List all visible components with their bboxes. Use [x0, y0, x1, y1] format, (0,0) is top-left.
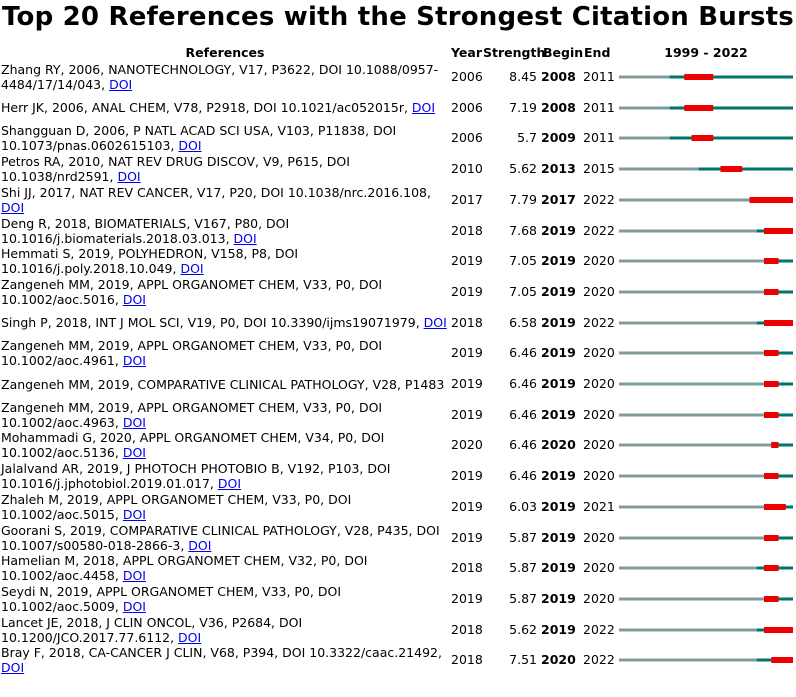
burst-bar	[764, 381, 779, 387]
reference-text: Goorani S, 2019, COMPARATIVE CLINICAL PATHOLOGY, V28, P435, DOI 10.1007/s00580-018-2866-3,	[1, 522, 440, 553]
reference-text: Zangeneh MM, 2019, APPL ORGANOMET CHEM, V33, P0, DOI 10.1002/aoc.4961,	[1, 338, 383, 369]
reference-text-block	[1, 100, 435, 115]
begin-cell: 2019	[541, 621, 576, 637]
table-row	[0, 430, 796, 460]
strength-cell: 5.87	[509, 590, 537, 606]
reference-cell	[1, 553, 448, 583]
table-row	[0, 645, 796, 675]
doi-link[interactable]: DOI	[178, 629, 202, 645]
burst-timeline	[618, 246, 794, 276]
begin-cell: 2008	[541, 99, 576, 115]
burst-timeline	[618, 216, 794, 246]
burst-timeline	[618, 615, 794, 645]
reference-text: Zangeneh MM, 2019, COMPARATIVE CLINICAL PATHOLOGY, V28, P1483	[1, 376, 445, 392]
reference-text-block	[1, 123, 448, 153]
end-cell: 2020	[583, 437, 615, 453]
reference-text: Deng R, 2018, BIOMATERIALS, V167, P80, DOI 10.1016/j.biomaterials.2018.03.013,	[1, 215, 290, 246]
table-row	[0, 246, 796, 276]
doi-link[interactable]: DOI	[122, 568, 146, 584]
end-cell: 2020	[583, 345, 615, 361]
burst-timeline	[618, 62, 794, 92]
begin-cell: 2019	[541, 590, 576, 606]
table-row	[0, 523, 796, 553]
header-strength: Strength	[483, 45, 546, 60]
end-cell: 2020	[583, 560, 615, 576]
year-cell: 2020	[451, 437, 483, 453]
year-cell: 2018	[451, 222, 483, 238]
reference-text: Zhang RY, 2006, NANOTECHNOLOGY, V17, P3622, DOI 10.1088/0957-4484/17/14/043,	[1, 62, 439, 92]
burst-timeline	[618, 553, 794, 583]
reference-text-block	[1, 154, 448, 184]
burst-bar	[764, 473, 779, 479]
strength-cell: 7.05	[509, 253, 537, 269]
strength-cell: 5.62	[509, 621, 537, 637]
year-cell: 2019	[451, 253, 483, 269]
strength-cell: 7.79	[509, 191, 537, 207]
reference-text: Singh P, 2018, INT J MOL SCI, V19, P0, DOI 10.3390/ijms19071979,	[1, 315, 424, 331]
strength-cell: 8.45	[509, 69, 537, 84]
year-cell: 2006	[451, 130, 483, 146]
timeline-baseline	[619, 444, 793, 447]
burst-bar	[764, 627, 793, 633]
reference-cell	[1, 523, 448, 553]
doi-link[interactable]: DOI	[117, 169, 141, 185]
reference-text-block	[1, 615, 448, 645]
reference-text-block	[1, 216, 448, 246]
strength-cell: 6.46	[509, 437, 537, 453]
burst-timeline	[618, 185, 794, 215]
year-cell: 2019	[451, 590, 483, 606]
end-cell: 2020	[583, 590, 615, 606]
end-cell: 2022	[583, 222, 615, 238]
reference-text: Zangeneh MM, 2019, APPL ORGANOMET CHEM, V33, P0, DOI 10.1002/aoc.4963,	[1, 399, 383, 430]
reference-cell	[1, 645, 448, 675]
reference-cell	[1, 461, 448, 491]
table-row	[0, 154, 796, 184]
burst-timeline	[618, 584, 794, 614]
year-cell: 2019	[451, 406, 483, 422]
doi-link[interactable]: DOI	[178, 138, 202, 154]
end-cell: 2020	[583, 283, 615, 299]
doi-link[interactable]: DOI	[411, 100, 436, 116]
burst-timeline	[618, 277, 794, 307]
reference-text-block	[1, 377, 444, 392]
reference-text: Herr JK, 2006, ANAL CHEM, V78, P2918, DOI 10.1021/ac052015r,	[1, 100, 412, 116]
begin-cell: 2019	[541, 468, 576, 484]
timeline-active-span	[670, 137, 793, 140]
reference-text: Jalalvand AR, 2019, J PHOTOCH PHOTOBIO B, V192, P103, DOI 10.1016/j.jphotobiol.2019.01.017,	[1, 461, 391, 492]
reference-cell	[1, 369, 448, 399]
reference-cell	[1, 277, 448, 307]
burst-bar	[771, 442, 778, 448]
doi-link[interactable]: DOI	[188, 537, 212, 553]
reference-text-block	[1, 62, 448, 92]
end-cell: 2015	[583, 161, 615, 177]
doi-link[interactable]: DOI	[109, 77, 133, 92]
reference-text-block	[1, 584, 448, 614]
reference-text-block	[1, 645, 448, 675]
begin-cell: 2008	[541, 69, 576, 84]
header-references: References	[185, 45, 265, 60]
reference-text-block	[1, 553, 448, 583]
reference-text-block	[1, 338, 448, 368]
reference-cell	[1, 93, 448, 123]
reference-cell	[1, 615, 448, 645]
reference-text: Petros RA, 2010, NAT REV DRUG DISCOV, V9, P615, DOI 10.1038/nrd2591,	[1, 154, 350, 185]
end-cell: 2022	[583, 314, 615, 330]
reference-cell	[1, 62, 448, 92]
doi-link[interactable]: DOI	[122, 414, 146, 430]
year-cell: 2018	[451, 652, 483, 668]
table-row	[0, 584, 796, 614]
strength-cell: 6.46	[509, 345, 537, 361]
burst-bar	[764, 596, 779, 602]
timeline-active-span	[699, 168, 793, 171]
reference-cell	[1, 246, 448, 276]
doi-link[interactable]: DOI	[1, 660, 25, 676]
strength-cell: 6.46	[509, 406, 537, 422]
table-row	[0, 400, 796, 430]
table-row	[0, 461, 796, 491]
reference-text-block	[1, 400, 448, 430]
reference-text-block	[1, 492, 448, 522]
reference-cell	[1, 216, 448, 246]
reference-text-block	[1, 430, 448, 460]
burst-timeline	[618, 308, 794, 338]
burst-timeline	[618, 492, 794, 522]
burst-bar	[771, 657, 793, 663]
reference-cell	[1, 584, 448, 614]
strength-cell: 6.46	[509, 376, 537, 391]
reference-text: Zhaleh M, 2019, APPL ORGANOMET CHEM, V33, P0, DOI 10.1002/aoc.5015,	[1, 491, 352, 522]
burst-timeline	[618, 93, 794, 123]
year-cell: 2019	[451, 345, 483, 361]
reference-text: Shangguan D, 2006, P NATL ACAD SCI USA, V103, P11838, DOI 10.1073/pnas.0602615103,	[1, 123, 397, 154]
begin-cell: 2009	[541, 130, 576, 146]
year-cell: 2010	[451, 161, 483, 177]
strength-cell: 5.62	[509, 161, 537, 177]
reference-cell	[1, 400, 448, 430]
strength-cell: 5.7	[517, 130, 537, 146]
strength-cell: 7.05	[509, 283, 537, 299]
strength-cell: 7.68	[509, 222, 537, 238]
reference-text: Lancet JE, 2018, J CLIN ONCOL, V36, P2684, DOI 10.1200/JCO.2017.77.6112,	[1, 614, 303, 645]
reference-text-block	[1, 315, 447, 330]
burst-bar	[692, 135, 714, 141]
end-cell: 2020	[583, 406, 615, 422]
begin-cell: 2019	[541, 498, 576, 514]
reference-text-block	[1, 523, 448, 553]
reference-cell	[1, 338, 448, 368]
burst-bar	[764, 350, 779, 356]
year-cell: 2017	[451, 191, 483, 207]
header-year-range: 1999 - 2022	[664, 45, 748, 60]
begin-cell: 2019	[541, 314, 576, 330]
doi-link[interactable]: DOI	[1, 199, 25, 215]
end-cell: 2011	[583, 99, 615, 115]
burst-bar	[764, 535, 779, 541]
begin-cell: 2019	[541, 560, 576, 576]
year-cell: 2019	[451, 283, 483, 299]
reference-text: Bray F, 2018, CA-CANCER J CLIN, V68, P394, DOI 10.3322/caac.21492,	[1, 645, 442, 661]
year-cell: 2018	[451, 314, 483, 330]
strength-cell: 5.87	[509, 560, 537, 576]
doi-link[interactable]: DOI	[180, 261, 204, 277]
table-row	[0, 216, 796, 246]
strength-cell: 6.46	[509, 468, 537, 484]
end-cell: 2020	[583, 468, 615, 484]
table-row	[0, 62, 796, 92]
doi-link[interactable]: DOI	[122, 291, 146, 307]
begin-cell: 2017	[541, 191, 576, 207]
end-cell: 2020	[583, 253, 615, 269]
table-row	[0, 185, 796, 215]
reference-text: Hemmati S, 2019, POLYHEDRON, V158, P8, DOI 10.1016/j.poly.2018.10.049,	[1, 246, 299, 277]
begin-cell: 2019	[541, 376, 576, 391]
begin-cell: 2019	[541, 345, 576, 361]
doi-link[interactable]: DOI	[122, 598, 146, 614]
end-cell: 2020	[583, 376, 615, 391]
chart-title: Top 20 References with the Strongest Citation Bursts	[2, 2, 794, 32]
burst-bar	[764, 228, 793, 234]
year-cell: 2006	[451, 99, 483, 115]
table-row	[0, 123, 796, 153]
table-row	[0, 93, 796, 123]
reference-text-block	[1, 277, 448, 307]
burst-bar	[764, 320, 793, 326]
burst-timeline	[618, 461, 794, 491]
end-cell: 2022	[583, 652, 615, 668]
begin-cell: 2019	[541, 283, 576, 299]
reference-cell	[1, 430, 448, 460]
reference-text-block	[1, 185, 448, 215]
burst-bar	[764, 504, 786, 510]
begin-cell: 2020	[541, 437, 576, 453]
end-cell: 2022	[583, 191, 615, 207]
begin-cell: 2019	[541, 529, 576, 545]
burst-timeline	[618, 154, 794, 184]
reference-text-block	[1, 461, 448, 491]
burst-timeline	[618, 369, 794, 399]
burst-timeline	[618, 645, 794, 675]
burst-timeline	[618, 400, 794, 430]
reference-cell	[1, 308, 448, 338]
end-cell: 2021	[583, 498, 615, 514]
year-cell: 2019	[451, 529, 483, 545]
burst-timeline	[618, 523, 794, 553]
burst-bar	[721, 166, 743, 172]
burst-timeline	[618, 338, 794, 368]
table-row	[0, 615, 796, 645]
strength-cell: 5.87	[509, 529, 537, 545]
reference-text: Mohammadi G, 2020, APPL ORGANOMET CHEM, V34, P0, DOI 10.1002/aoc.5136,	[1, 430, 385, 461]
burst-bar	[684, 74, 713, 80]
doi-link[interactable]: DOI	[233, 230, 257, 246]
begin-cell: 2013	[541, 161, 576, 177]
burst-bar	[764, 565, 779, 571]
table-row	[0, 369, 796, 399]
reference-cell	[1, 185, 448, 215]
begin-cell: 2019	[541, 253, 576, 269]
doi-link[interactable]: DOI	[122, 353, 146, 369]
doi-link[interactable]: DOI	[423, 315, 447, 331]
begin-cell: 2020	[541, 652, 576, 668]
header-year: Year	[451, 45, 482, 60]
doi-link[interactable]: DOI	[122, 506, 146, 522]
burst-bar	[764, 412, 779, 418]
year-cell: 2006	[451, 69, 483, 84]
year-cell: 2018	[451, 560, 483, 576]
end-cell: 2022	[583, 621, 615, 637]
strength-cell: 6.58	[509, 314, 537, 330]
table-row	[0, 338, 796, 368]
year-cell: 2019	[451, 376, 483, 391]
table-row	[0, 277, 796, 307]
doi-link[interactable]: DOI	[217, 476, 242, 492]
reference-cell	[1, 123, 448, 153]
strength-cell: 7.19	[509, 99, 537, 115]
burst-timeline	[618, 123, 794, 153]
year-cell: 2019	[451, 498, 483, 514]
reference-text: Zangeneh MM, 2019, APPL ORGANOMET CHEM, V33, P0, DOI 10.1002/aoc.5016,	[1, 276, 383, 307]
doi-link[interactable]: DOI	[122, 445, 146, 461]
year-cell: 2018	[451, 621, 483, 637]
reference-text-block	[1, 246, 448, 276]
header-end: End	[584, 45, 611, 60]
burst-bar	[764, 289, 779, 295]
burst-bar	[750, 197, 794, 203]
burst-bar	[684, 105, 713, 111]
year-cell: 2019	[451, 468, 483, 484]
end-cell: 2011	[583, 69, 615, 84]
end-cell: 2011	[583, 130, 615, 146]
table-row	[0, 492, 796, 522]
reference-cell	[1, 154, 448, 184]
reference-cell	[1, 492, 448, 522]
begin-cell: 2019	[541, 406, 576, 422]
reference-text: Seydi N, 2019, APPL ORGANOMET CHEM, V33, P0, DOI 10.1002/aoc.5009,	[1, 583, 342, 614]
table-row	[0, 308, 796, 338]
reference-text: Shi JJ, 2017, NAT REV CANCER, V17, P20, DOI 10.1038/nrc.2016.108,	[1, 184, 431, 200]
reference-text: Hamelian M, 2018, APPL ORGANOMET CHEM, V32, P0, DOI 10.1002/aoc.4458,	[1, 553, 368, 584]
strength-cell: 6.03	[509, 498, 537, 514]
table-row	[0, 553, 796, 583]
burst-timeline	[618, 430, 794, 460]
header-begin: Begin	[543, 45, 584, 60]
end-cell: 2020	[583, 529, 615, 545]
strength-cell: 7.51	[509, 652, 537, 668]
burst-bar	[764, 258, 779, 264]
begin-cell: 2019	[541, 222, 576, 238]
